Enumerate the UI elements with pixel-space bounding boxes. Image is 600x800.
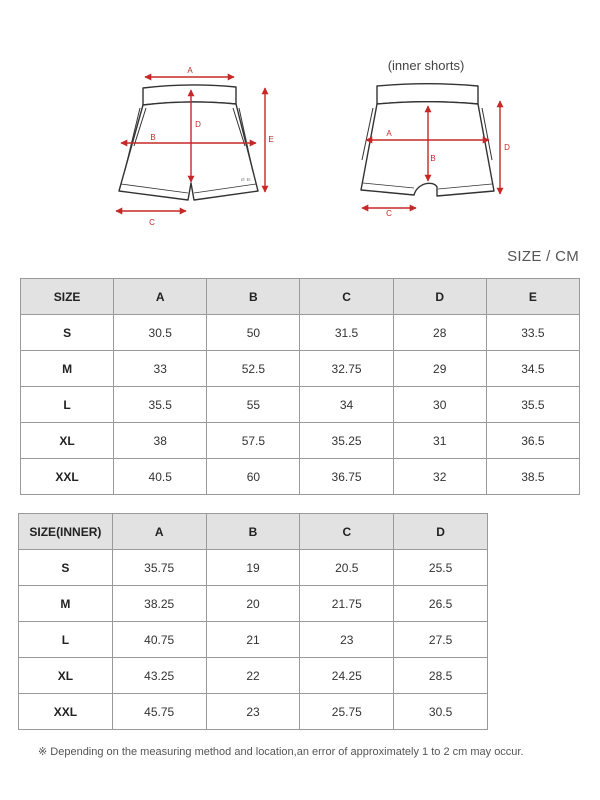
value-cell: 26.5: [394, 586, 488, 622]
outer-label-e: E: [268, 135, 274, 144]
outer-header-a: A: [114, 279, 207, 315]
outer-header-size: SIZE: [21, 279, 114, 315]
measurement-footnote: ※ Depending on the measuring method and location,an error of approximately 1 to 2 cm may occur.: [38, 746, 524, 758]
value-cell: 29: [393, 351, 486, 387]
table-row: [21, 315, 580, 351]
value-cell: 35.25: [300, 423, 393, 459]
value-cell: 19: [206, 550, 300, 586]
value-cell: 33: [114, 351, 207, 387]
value-cell: 38.25: [112, 586, 206, 622]
table-row: [19, 550, 488, 586]
table-row: [19, 694, 488, 730]
inner-header-b: B: [206, 514, 300, 550]
inner-label-d: D: [504, 143, 510, 152]
value-cell: 60: [207, 459, 300, 495]
outer-label-d: D: [195, 120, 201, 129]
inner-shorts-title: (inner shorts): [387, 58, 465, 73]
outer-shorts-body: [119, 102, 258, 200]
value-cell: 33.5: [486, 315, 579, 351]
value-cell: 21: [206, 622, 300, 658]
value-cell: 43.25: [112, 658, 206, 694]
value-cell: 35.5: [114, 387, 207, 423]
outer-table-header-row: [21, 279, 580, 315]
value-cell: 22: [206, 658, 300, 694]
value-cell: 31: [393, 423, 486, 459]
inner-shorts-waistband: [377, 84, 478, 104]
outer-size-table: [20, 278, 580, 495]
size-cell: XXL: [19, 694, 113, 730]
table-row: [21, 423, 580, 459]
value-cell: 57.5: [207, 423, 300, 459]
value-cell: 20.5: [300, 550, 394, 586]
value-cell: 50: [207, 315, 300, 351]
table-row: [21, 459, 580, 495]
value-cell: 23: [300, 622, 394, 658]
value-cell: 40.5: [114, 459, 207, 495]
outer-header-e: E: [486, 279, 579, 315]
unit-label: SIZE / CM: [507, 248, 579, 265]
inner-header-d: D: [394, 514, 488, 550]
table-row: [19, 658, 488, 694]
inner-label-c: C: [386, 209, 392, 218]
inner-header-c: C: [300, 514, 394, 550]
value-cell: 38.5: [486, 459, 579, 495]
outer-header-d: D: [393, 279, 486, 315]
value-cell: 40.75: [112, 622, 206, 658]
value-cell: 34: [300, 387, 393, 423]
size-cell: XL: [21, 423, 114, 459]
value-cell: 25.5: [394, 550, 488, 586]
outer-header-b: B: [207, 279, 300, 315]
inner-label-b: B: [430, 154, 436, 163]
value-cell: 45.75: [112, 694, 206, 730]
inner-header-a: A: [112, 514, 206, 550]
value-cell: 23: [206, 694, 300, 730]
value-cell: 35.5: [486, 387, 579, 423]
value-cell: 36.75: [300, 459, 393, 495]
size-cell: L: [21, 387, 114, 423]
value-cell: 30.5: [394, 694, 488, 730]
value-cell: 35.75: [112, 550, 206, 586]
diagram-canvas: [0, 0, 600, 240]
value-cell: 30: [393, 387, 486, 423]
value-cell: 21.75: [300, 586, 394, 622]
size-cell: XL: [19, 658, 113, 694]
inner-table-header-row: [19, 514, 488, 550]
measurement-diagrams: [0, 0, 600, 240]
value-cell: 28.5: [394, 658, 488, 694]
table-row: [19, 622, 488, 658]
outer-label-c: C: [149, 218, 155, 227]
value-cell: 28: [393, 315, 486, 351]
value-cell: 36.5: [486, 423, 579, 459]
table-row: [21, 351, 580, 387]
value-cell: 32: [393, 459, 486, 495]
value-cell: 25.75: [300, 694, 394, 730]
size-cell: S: [19, 550, 113, 586]
size-cell: L: [19, 622, 113, 658]
size-cell: XXL: [21, 459, 114, 495]
value-cell: 20: [206, 586, 300, 622]
value-cell: 27.5: [394, 622, 488, 658]
value-cell: 31.5: [300, 315, 393, 351]
outer-label-a: A: [187, 66, 193, 75]
value-cell: 55: [207, 387, 300, 423]
size-cell: M: [21, 351, 114, 387]
value-cell: 52.5: [207, 351, 300, 387]
outer-label-b: B: [150, 133, 156, 142]
value-cell: 32.75: [300, 351, 393, 387]
value-cell: 38: [114, 423, 207, 459]
outer-brand-mark: ㄹㅌ: [240, 178, 252, 184]
inner-size-table: [18, 513, 488, 730]
table-row: [21, 387, 580, 423]
value-cell: 30.5: [114, 315, 207, 351]
inner-label-a: A: [386, 129, 392, 138]
value-cell: 24.25: [300, 658, 394, 694]
size-cell: M: [19, 586, 113, 622]
size-cell: S: [21, 315, 114, 351]
inner-header-size: SIZE(INNER): [19, 514, 113, 550]
value-cell: 34.5: [486, 351, 579, 387]
outer-header-c: C: [300, 279, 393, 315]
table-row: [19, 586, 488, 622]
